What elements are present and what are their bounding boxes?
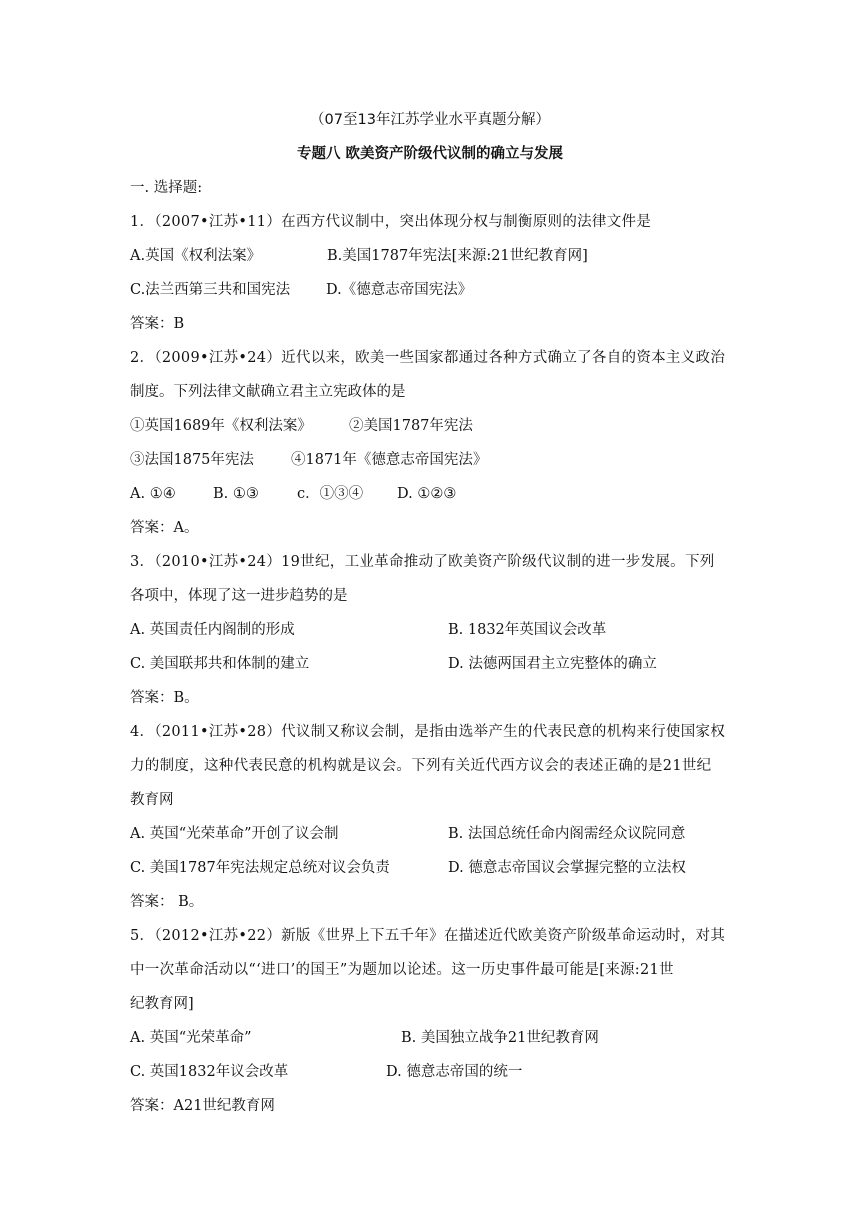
question-5-answer: 答案：A21世纪教育网 (130, 1098, 275, 1114)
question-2-stem-line-1: 2．（2009•江苏•24）近代以来，欧美一些国家都通过各种方式确立了各自的资本主义政治 (130, 350, 726, 366)
question-2-stem-line-2: 制度。下列法律文献确立君主立宪政体的是 (130, 384, 406, 400)
document-title: 专题八 欧美资产阶级代议制的确立与发展 (296, 146, 564, 162)
question-2-option-c: c．①③④ (297, 486, 364, 502)
question-5-option-a: A. 英国“光荣革命” (130, 1030, 252, 1046)
question-1-option-c: C.法兰西第三共和国宪法 (130, 282, 291, 298)
question-3-answer: 答案：B。 (130, 690, 199, 706)
question-1-option-b: B.美国1787年宪法[来源:21世纪教育网] (327, 248, 588, 264)
question-5-option-c: C. 英国1832年议会改革 (130, 1064, 289, 1080)
question-4-stem-line-1: 4．（2011•江苏•28）代议制又称议会制，是指由选举产生的代表民意的机构来行使国家权 (130, 724, 726, 740)
question-3-option-a: A. 英国责任内阁制的形成 (130, 622, 295, 638)
question-4-answer: 答案： B。 (130, 894, 204, 910)
question-2-option-a: A. ①④ (130, 486, 176, 502)
question-5-stem-line-3: 纪教育网] (130, 996, 194, 1012)
question-4-stem-line-2: 力的制度，这种代表民意的机构就是议会。下列有关近代西方议会的表述正确的是21世纪 (130, 758, 712, 774)
question-3-option-d: D. 法德两国君主立宪整体的确立 (448, 656, 657, 672)
question-4-option-a: A. 英国“光荣革命”开创了议会制 (130, 826, 339, 842)
question-4-option-b: B. 法国总统任命内阁需经众议院同意 (448, 826, 686, 842)
question-2-item-4: ④1871年《德意志帝国宪法》 (291, 452, 488, 468)
question-2-option-d: D. ①②③ (397, 486, 457, 502)
question-2-item-1: ①英国1689年《权利法案》 (130, 418, 312, 434)
question-3-stem-line-2: 各项中，体现了这一进步趋势的是 (130, 588, 348, 604)
section-heading: 一. 选择题: (130, 180, 203, 196)
document-subtitle: （07至13年江苏学业水平真题分解） (310, 112, 550, 128)
question-1-stem: 1．（2007•江苏•11）在西方代议制中，突出体现分权与制衡原则的法律文件是 (130, 214, 652, 230)
question-5-option-d: D. 德意志帝国的统一 (386, 1064, 523, 1080)
question-2-answer: 答案：A。 (130, 520, 199, 536)
question-5-stem-line-2: 中一次革命活动以“‘进口’的国王”为题加以论述。这一历史事件最可能是[来源:21世 (130, 962, 674, 978)
question-2-item-3: ③法国1875年宪法 (130, 452, 254, 468)
question-5-stem-line-1: 5．（2012•江苏•22）新版《世界上下五千年》在描述近代欧美资产阶级革命运动时，对其 (130, 928, 726, 944)
question-1-answer: 答案：B (130, 316, 185, 332)
question-1-option-d: D.《德意志帝国宪法》 (326, 282, 473, 298)
question-4-stem-line-3: 教育网 (130, 792, 174, 808)
question-4-option-d: D. 德意志帝国议会掌握完整的立法权 (448, 860, 686, 876)
question-1-option-a: A.英国《权利法案》 (130, 248, 262, 264)
question-3-option-c: C. 美国联邦共和体制的建立 (130, 656, 310, 672)
question-2-item-2: ②美国1787年宪法 (349, 418, 473, 434)
question-3-stem-line-1: 3．（2010•江苏•24）19世纪，工业革命推动了欧美资产阶级代议制的进一步发展。下列 (130, 554, 715, 570)
question-5-option-b: B. 美国独立战争21世纪教育网 (401, 1030, 599, 1046)
question-3-option-b: B. 1832年英国议会改革 (448, 622, 607, 638)
question-2-option-b: B. ①③ (213, 486, 259, 502)
question-4-option-c: C. 美国1787年宪法规定总统对议会负责 (130, 860, 390, 876)
